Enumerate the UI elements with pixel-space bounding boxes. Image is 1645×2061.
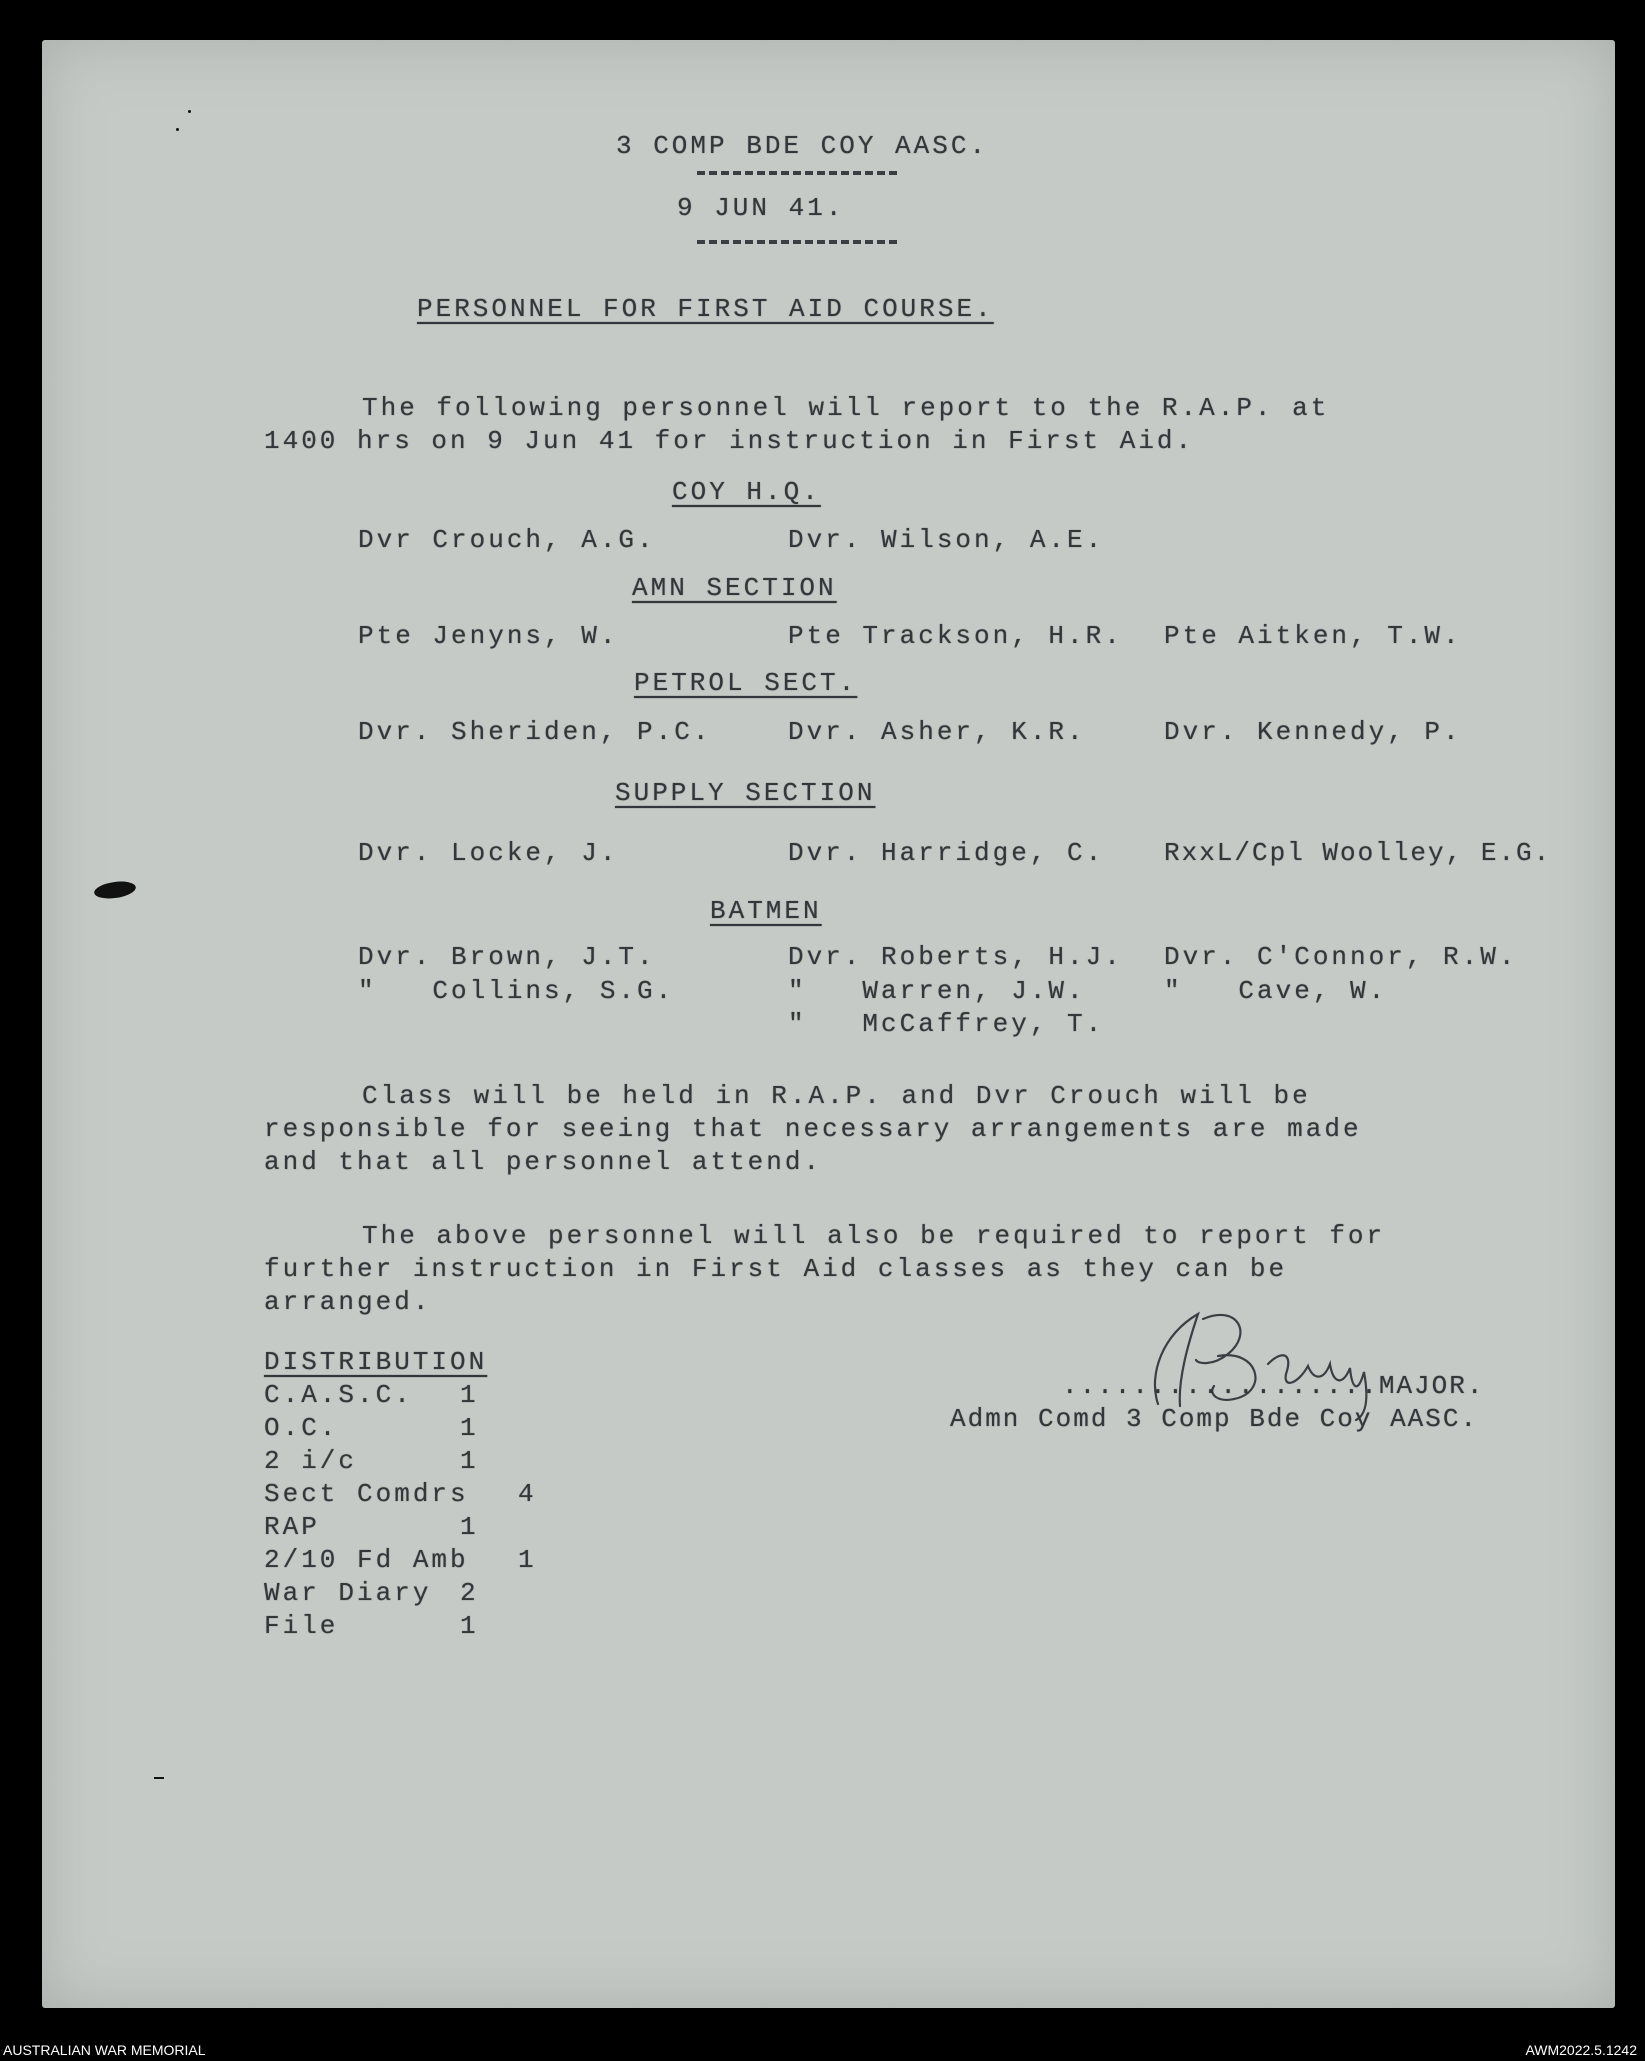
person-entry: Dvr. Locke, J. — [358, 838, 619, 868]
distribution-item-name: 2 i/c — [264, 1446, 358, 1476]
distribution-item-name: War Diary — [264, 1578, 432, 1608]
date-rule — [697, 240, 897, 244]
person-entry: " Collins, S.G. — [358, 976, 675, 1006]
distribution-item-count: 1 — [518, 1545, 537, 1575]
section-heading-batmen: BATMEN — [710, 896, 822, 926]
person-entry: Dvr. Harridge, C. — [788, 838, 1105, 868]
paragraph-line: and that all personnel attend. — [264, 1147, 823, 1177]
person-entry: Dvr. Wilson, A.E. — [788, 525, 1105, 555]
ink-speck — [154, 1777, 164, 1779]
person-entry: " Warren, J.W. — [788, 976, 1086, 1006]
distribution-item-name: C.A.S.C. — [264, 1380, 413, 1410]
person-entry: Dvr. Roberts, H.J. — [788, 942, 1123, 972]
distribution-item-name: 2/10 Fd Amb — [264, 1545, 469, 1575]
paragraph-line: responsible for seeing that necessary arrangements are made — [264, 1114, 1362, 1144]
header-rule — [697, 171, 897, 175]
section-heading-coy-hq: COY H.Q. — [672, 477, 821, 507]
person-entry: Pte Trackson, H.R. — [788, 621, 1123, 651]
person-entry: Pte Jenyns, W. — [358, 621, 619, 651]
section-heading-amn: AMN SECTION — [632, 573, 837, 603]
distribution-item-name: Sect Comdrs — [264, 1479, 469, 1509]
section-heading-supply: SUPPLY SECTION — [615, 778, 876, 808]
signature-line: ..................MAJOR. — [1062, 1371, 1485, 1401]
distribution-item-count: 2 — [460, 1578, 479, 1608]
distribution-item-count: 1 — [460, 1611, 479, 1641]
ink-blot — [93, 879, 137, 901]
person-entry: " McCaffrey, T. — [788, 1009, 1105, 1039]
date-line: 9 JUN 41. — [677, 193, 845, 223]
footer-credit: AUSTRALIAN WAR MEMORIAL — [3, 2042, 206, 2058]
person-entry: Dvr. C'Connor, R.W. — [1164, 942, 1518, 972]
unit-line: 3 COMP BDE COY AASC. — [616, 131, 989, 161]
distribution-item-count: 4 — [518, 1479, 537, 1509]
signature-title: Admn Comd 3 Comp Bde Coy AASC. — [950, 1404, 1479, 1434]
distribution-item-name: O.C. — [264, 1413, 339, 1443]
ink-speck — [176, 128, 179, 131]
person-entry: Dvr. Kennedy, P. — [1164, 717, 1462, 747]
person-entry: Dvr. Asher, K.R. — [788, 717, 1086, 747]
distribution-item-count: 1 — [460, 1446, 479, 1476]
person-entry: Dvr Crouch, A.G. — [358, 525, 656, 555]
distribution-heading: DISTRIBUTION — [264, 1347, 488, 1377]
intro-line-1: The following personnel will report to the R.A.P. at — [362, 393, 1330, 423]
distribution-item-count: 1 — [460, 1413, 479, 1443]
section-heading-petrol: PETROL SECT. — [634, 668, 858, 698]
distribution-item-count: 1 — [460, 1512, 479, 1542]
person-entry: Dvr. Brown, J.T. — [358, 942, 656, 972]
document-page — [42, 40, 1615, 2008]
paragraph-line: arranged. — [264, 1287, 432, 1317]
footer-reference: AWM2022.5.1242 — [1525, 2042, 1637, 2058]
paragraph-line: further instruction in First Aid classes as they can be — [264, 1254, 1288, 1284]
intro-line-2: 1400 hrs on 9 Jun 41 for instruction in First Aid. — [264, 426, 1195, 456]
person-entry: RxxL/Cpl Woolley, E.G. — [1164, 838, 1552, 868]
distribution-item-count: 1 — [460, 1380, 479, 1410]
ink-speck — [188, 110, 191, 113]
person-entry: Dvr. Sheriden, P.C. — [358, 717, 712, 747]
distribution-item-name: RAP — [264, 1512, 320, 1542]
distribution-item-name: File — [264, 1611, 339, 1641]
subject-heading: PERSONNEL FOR FIRST AID COURSE. — [417, 294, 994, 324]
paragraph-line: The above personnel will also be required to report for — [362, 1221, 1386, 1251]
paragraph-line: Class will be held in R.A.P. and Dvr Crouch will be — [362, 1081, 1311, 1111]
person-entry: Pte Aitken, T.W. — [1164, 621, 1462, 651]
person-entry: " Cave, W. — [1164, 976, 1388, 1006]
